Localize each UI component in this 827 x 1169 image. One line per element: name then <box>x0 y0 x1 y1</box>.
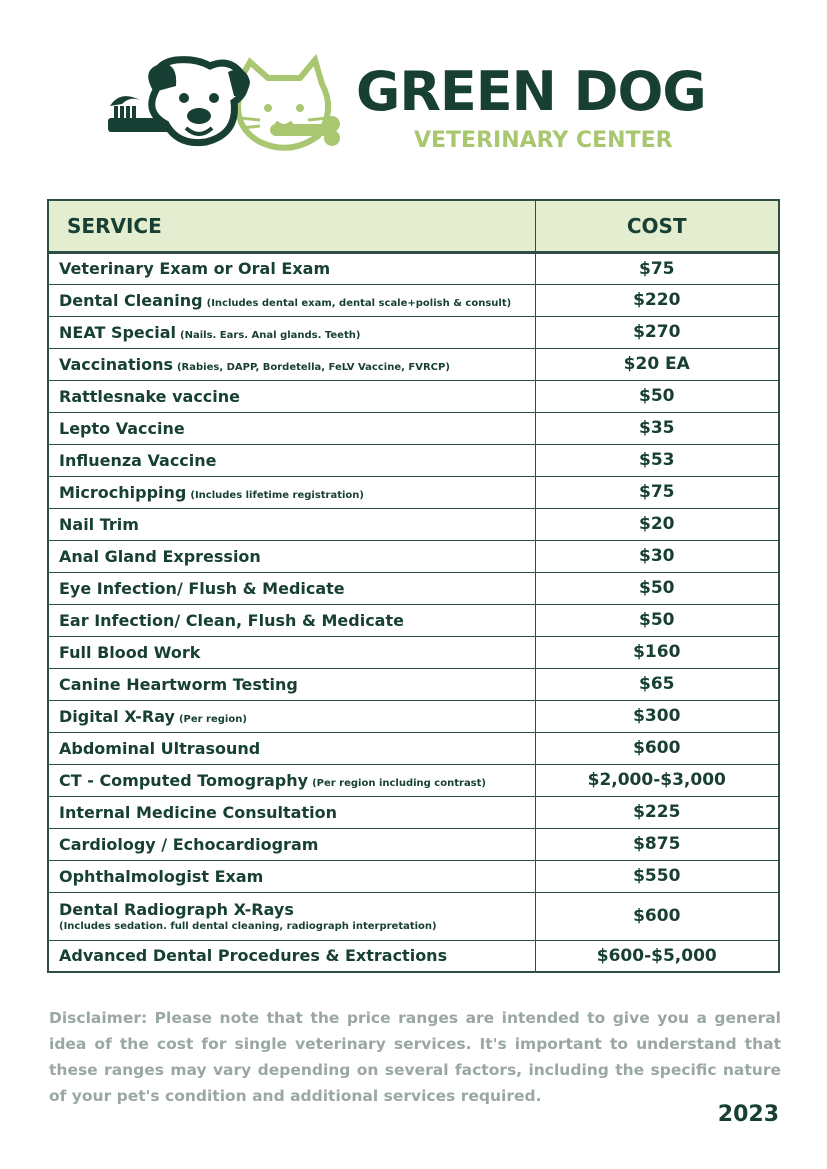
brand-subtitle: VETERINARY CENTER <box>414 128 673 153</box>
disclaimer-text: Disclaimer: Please note that the price ranges are intended to give you a general idea of the cost for single veterinary services. It's important to understand that these ranges may vary depending on several factors, including the specific nature of your pet's condition and additional services required. <box>49 1009 781 1105</box>
service-note: (Per region) <box>178 713 247 725</box>
service-cell <box>48 892 535 940</box>
table-row <box>48 732 779 764</box>
service-name: Veterinary Exam or Oral Exam <box>59 259 331 278</box>
service-name: Ophthalmologist Exam <box>59 866 264 886</box>
table-row <box>48 636 779 668</box>
cost-cell: $300 <box>535 700 779 732</box>
table-header-row <box>48 200 779 252</box>
cost-cell: $600-$5,000 <box>535 940 779 972</box>
cost-cell: $225 <box>535 796 779 828</box>
table-row <box>48 828 779 860</box>
dog-cat-logo-icon <box>100 50 360 160</box>
service-name: Digital X-Ray <box>59 706 175 726</box>
service-cell <box>48 252 535 284</box>
column-header-service: SERVICE <box>48 200 535 252</box>
cost-cell: $875 <box>535 828 779 860</box>
service-cell <box>48 412 535 444</box>
price-table-body <box>48 252 779 972</box>
service-name: Canine Heartworm Testing <box>59 674 298 694</box>
table-row <box>48 252 779 284</box>
table-row <box>48 572 779 604</box>
service-note: (Nails. Ears. Anal glands. Teeth) <box>180 329 361 341</box>
cost-cell: $50 <box>535 380 779 412</box>
table-row <box>48 508 779 540</box>
cost-cell: $50 <box>535 604 779 636</box>
cost-cell: $50 <box>535 572 779 604</box>
cost-cell: $53 <box>535 444 779 476</box>
service-cell <box>48 700 535 732</box>
service-note: (Includes sedation. full dental cleaning, radiograph interpretation) <box>59 921 437 932</box>
column-header-cost: COST <box>535 200 779 252</box>
cost-cell: $20 EA <box>535 348 779 380</box>
cost-cell: $65 <box>535 668 779 700</box>
service-name: Vaccinations <box>59 354 173 374</box>
service-name: Influenza Vaccine <box>59 450 217 470</box>
service-cell <box>48 732 535 764</box>
cost-cell: $600 <box>535 732 779 764</box>
service-name: NEAT Special <box>59 322 177 342</box>
table-row <box>48 796 779 828</box>
service-cell <box>48 380 535 412</box>
cost-cell: $75 <box>535 252 779 284</box>
table-row <box>48 284 779 316</box>
cost-cell: $30 <box>535 540 779 572</box>
service-note: (Per region including contrast) <box>312 777 486 789</box>
service-name: Dental Radiograph X-Rays <box>59 900 294 919</box>
service-cell <box>48 284 535 316</box>
cost-cell: $75 <box>535 476 779 508</box>
service-note: (Rabies, DAPP, Bordetella, FeLV Vaccine, FVRCP) <box>176 361 450 373</box>
cost-cell: $220 <box>535 284 779 316</box>
cost-cell: $35 <box>535 412 779 444</box>
service-cell <box>48 796 535 828</box>
price-table <box>47 199 780 973</box>
service-name: Ear Infection/ Clean, Flush & Medicate <box>59 610 404 630</box>
table-row <box>48 540 779 572</box>
cost-cell: $600 <box>535 892 779 940</box>
service-name: Abdominal Ultrasound <box>59 738 261 758</box>
service-name: Nail Trim <box>59 514 139 534</box>
brand-name: GREEN DOG <box>356 60 706 123</box>
service-cell <box>48 476 535 508</box>
service-cell <box>48 828 535 860</box>
cost-cell: $550 <box>535 860 779 892</box>
service-cell <box>48 860 535 892</box>
service-cell <box>48 604 535 636</box>
service-cell <box>48 508 535 540</box>
service-cell <box>48 444 535 476</box>
service-name: Internal Medicine Consultation <box>59 802 337 822</box>
service-name: Dental Cleaning <box>59 290 203 310</box>
service-cell <box>48 348 535 380</box>
table-row <box>48 444 779 476</box>
service-cell <box>48 540 535 572</box>
table-row <box>48 412 779 444</box>
table-row <box>48 604 779 636</box>
cost-cell: $270 <box>535 316 779 348</box>
service-name: Full Blood Work <box>59 642 201 662</box>
table-row <box>48 892 779 940</box>
service-cell <box>48 316 535 348</box>
service-name: Rattlesnake vaccine <box>59 386 241 406</box>
table-row <box>48 700 779 732</box>
table-row <box>48 476 779 508</box>
service-name: CT - Computed Tomography <box>59 770 309 790</box>
cost-cell: $160 <box>535 636 779 668</box>
table-row <box>48 348 779 380</box>
service-name: Anal Gland Expression <box>59 546 261 566</box>
table-row <box>48 764 779 796</box>
service-note: (Includes dental exam, dental scale+polish & consult) <box>206 297 512 309</box>
service-cell <box>48 940 535 972</box>
cost-cell: $20 <box>535 508 779 540</box>
service-cell <box>48 572 535 604</box>
service-name: Lepto Vaccine <box>59 418 185 438</box>
table-row <box>48 860 779 892</box>
cost-cell: $2,000-$3,000 <box>535 764 779 796</box>
service-note: (Includes lifetime registration) <box>190 489 364 501</box>
service-cell <box>48 764 535 796</box>
service-cell <box>48 668 535 700</box>
year-label: 2023 <box>717 1102 779 1127</box>
table-row <box>48 380 779 412</box>
service-cell <box>48 636 535 668</box>
service-name: Microchipping <box>59 482 187 502</box>
table-row <box>48 316 779 348</box>
table-row <box>48 940 779 972</box>
service-name: Eye Infection/ Flush & Medicate <box>59 578 345 598</box>
service-name: Advanced Dental Procedures & Extractions <box>59 946 448 966</box>
service-name: Cardiology / Echocardiogram <box>59 834 319 854</box>
table-row <box>48 668 779 700</box>
